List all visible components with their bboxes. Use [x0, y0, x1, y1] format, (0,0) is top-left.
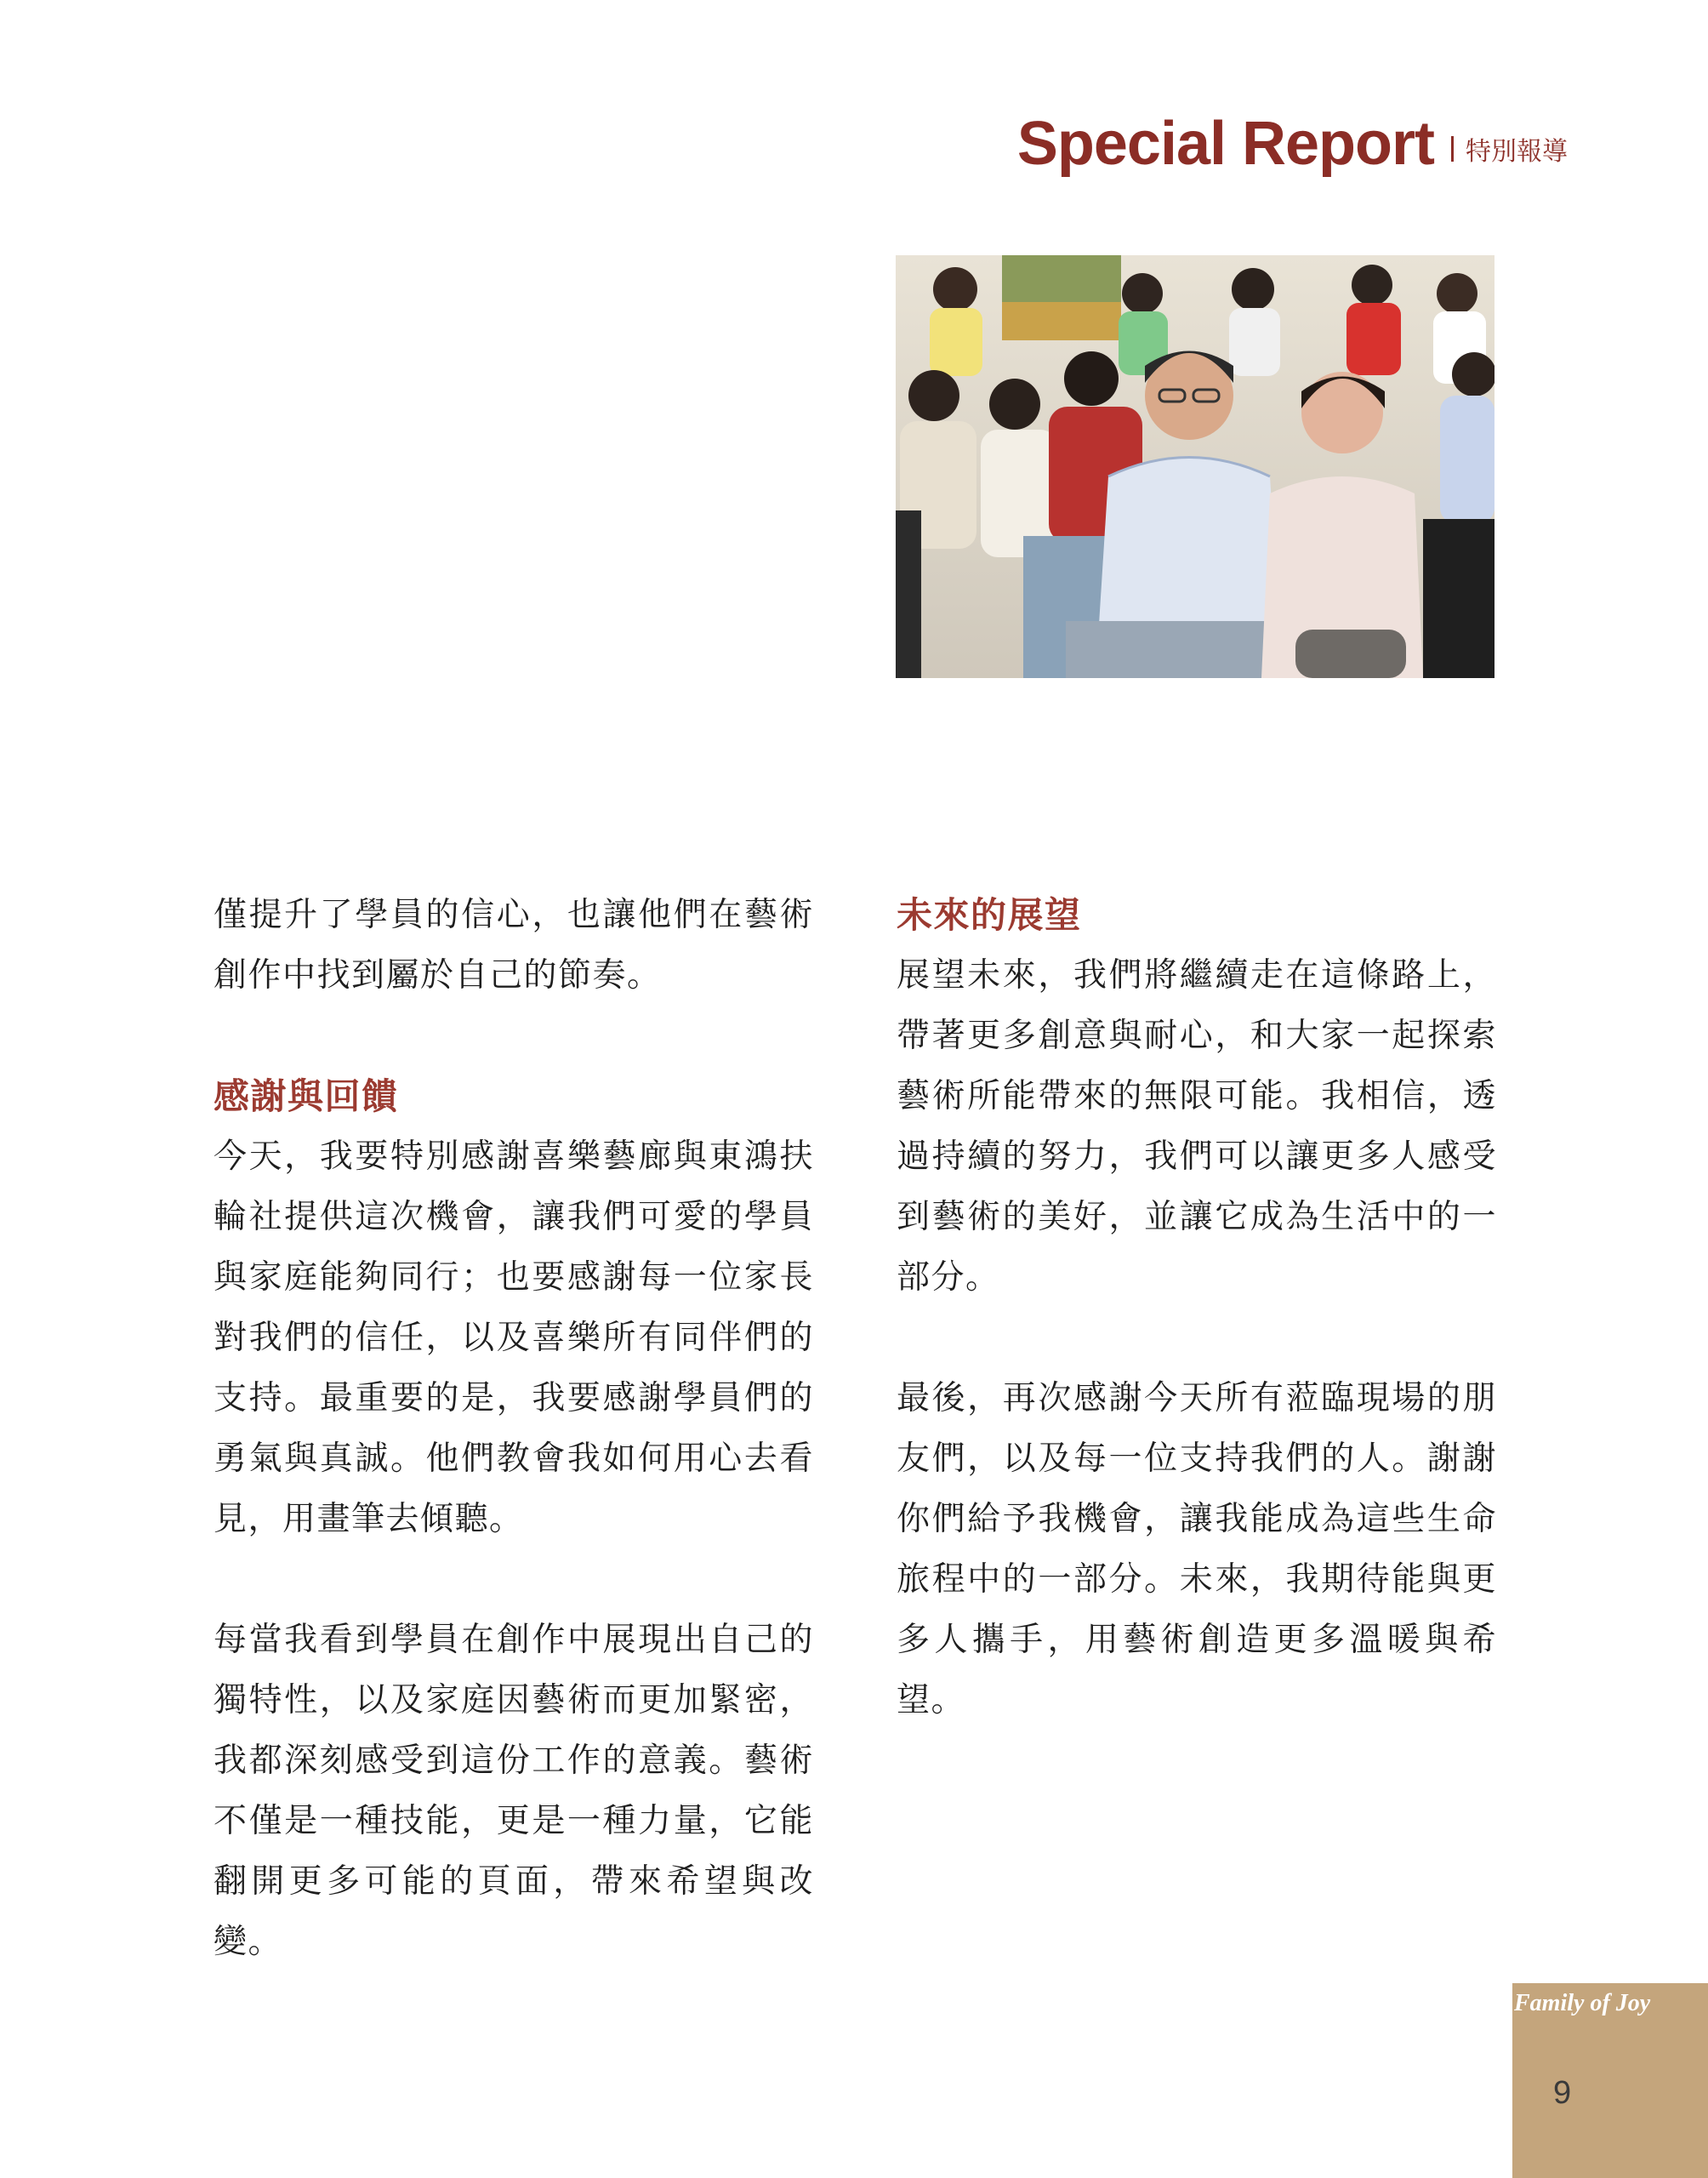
page-number: 9 [1553, 2075, 1572, 2111]
thanks-paragraph: 今天，我要特別感謝喜樂藝廊與東鴻扶輪社提供這次機會，讓我們可愛的學員與家庭能夠同行；也要感謝每一位家長對我們的信任，以及喜樂所有同伴們的支持。最重要的是，我要感謝學員們的勇氣與真誠。他們教會我如何用心去看見，用畫筆去傾聽。 [214, 1137, 814, 1538]
footer-brand: Family of Joy [1514, 1990, 1651, 2016]
future-heading: 未來的展望 [897, 894, 1082, 936]
future-paragraph: 展望未來，我們將繼續走在這條路上，帶著更多創意與耐心，和大家一起探索藝術所能帶來的無限可能。我相信，透過持續的努力，我們可以讓更多人感受到藝術的美好，並讓它成為生活中的一部分。 [897, 956, 1497, 1297]
left-column [214, 885, 814, 1972]
meaning-paragraph: 每當我看到學員在創作中展現出自己的獨特性，以及家庭因藝術而更加緊密，我都深刻感受到這份工作的意義。藝術不僅是一種技能，更是一種力量，它能翻開更多可能的頁面，帶來希望與改變。 [214, 1621, 814, 1961]
section-header [1017, 109, 1568, 179]
title-divider [1451, 136, 1454, 162]
closing-paragraph: 最後，再次感謝今天所有蒞臨現場的朋友們，以及每一位支持我們的人。謝謝你們給予我機會，讓我能成為這些生命旅程中的一部分。未來，我期待能與更多人攜手，用藝術創造更多溫暖與希望。 [897, 1379, 1497, 1719]
thanks-heading: 感謝與回饋 [214, 1075, 399, 1117]
section-title: Special Report [1016, 110, 1434, 178]
event-photo [896, 255, 1494, 678]
right-column [897, 885, 1497, 1730]
intro-paragraph: 僅提升了學員的信心，也讓他們在藝術創作中找到屬於自己的節奏。 [214, 896, 814, 995]
footer-tab [1512, 1983, 1708, 2178]
section-subtitle: 特別報導 [1466, 137, 1568, 167]
